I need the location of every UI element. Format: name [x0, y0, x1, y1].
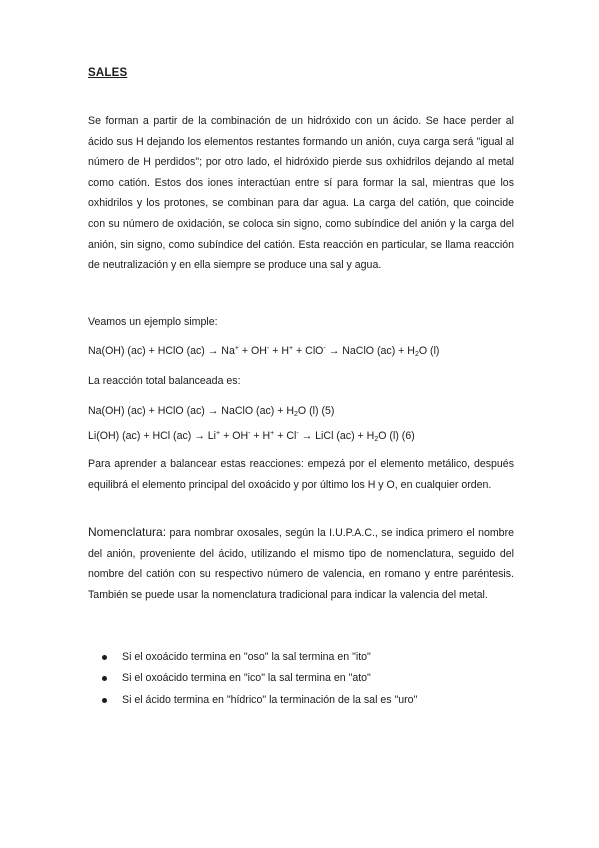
- intro-paragraph: Se forman a partir de la combinación de un hidróxido con un ácido. Se hace perder al ácido sus H dejando los elementos restantes formando un anión, cuya carga será "igual al número de H perdidos"; por otro lado, el hidróxido pierde sus oxhidrilos dejando al metal como catión. Estos dos iones interactúan entre sí para formar la sal, mientras que los oxhidrilos y los protones, se combinan para dar agua. La carga del catión, que coincide con su número de oxidación, se coloca sin signo, como subíndice del anión y la carga del anión, sin signo, como subíndice del catión. Esta reacción en particular, se llama reacción de neutralización y en ella siempre se produce una sal y agua.: [88, 115, 514, 272]
- bullet-icon: [102, 655, 107, 660]
- total-reaction-label: La reacción total balanceada es:: [88, 375, 241, 387]
- naming-rules-list: [102, 651, 417, 715]
- page-title: SALES: [88, 67, 128, 79]
- list-item: Si el oxoácido termina en "ico" la sal termina en "ato": [102, 672, 417, 693]
- equation-1: Na(OH) (ac) + HClO (ac) → Na+ + OH- + H+ + ClO- → NaClO $(ac) + H_2O$ (l): [88, 345, 440, 358]
- nomenclature-paragraph: [88, 522, 514, 605]
- equation-3: Li(OH) (ac) + HCl (ac) → Li+ + OH- + H+ + Cl- → LiCl $(ac) + H_2O$ (l) (6): [88, 430, 415, 443]
- example-intro: Veamos un ejemplo simple:: [88, 316, 218, 328]
- balance-paragraph: Para aprender a balancear estas reacciones: empezá por el elemento metálico, después equilibrá el elemento principal del oxoácido y por último los H y O, en cualquier orden.: [88, 458, 514, 491]
- bullet-icon: [102, 698, 107, 703]
- list-item: Si el oxoácido termina en "oso" la sal termina en "ito": [102, 651, 417, 672]
- list-item: Si el ácido termina en "hídrico" la terminación de la sal es "uro": [102, 694, 417, 715]
- bullet-icon: [102, 676, 107, 681]
- nomenclature-text: para nombrar oxosales, según la I.U.P.A.C., se indica primero el nombre del anión, proveniente del ácido, utilizando el mismo tipo de nomenclatura, seguido del nombre del catión con su respectivo número de valencia, en romano y entre paréntesis. También se puede usar la nomenclatura tradicional para indicar la valencia del metal.: [88, 527, 514, 601]
- nomenclature-label: Nomenclatura:: [88, 525, 167, 539]
- equation-2: Na(OH) (ac) + HClO (ac) → NaClO $(ac) + H_2O$ (l) (5): [88, 405, 335, 418]
